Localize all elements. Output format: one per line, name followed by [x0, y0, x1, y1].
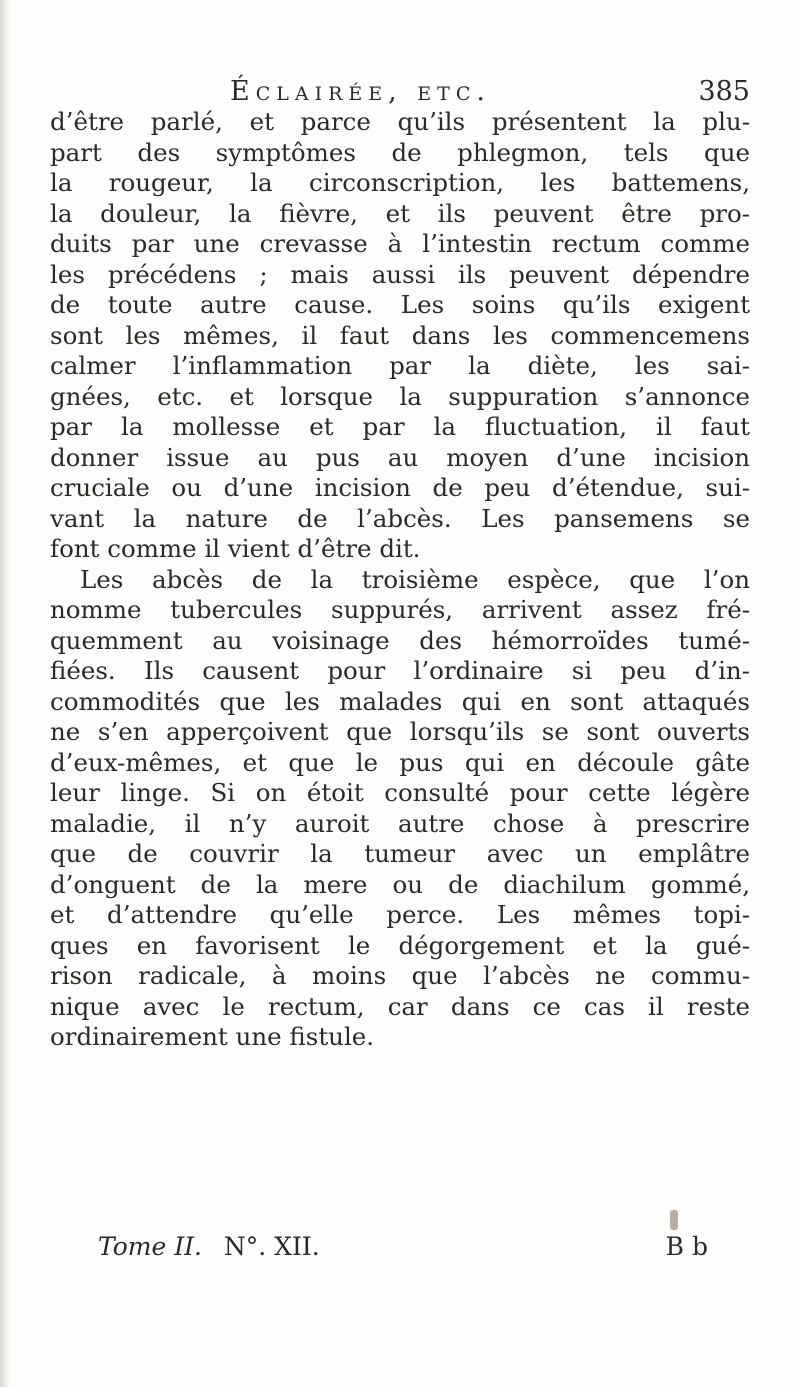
page-binding-edge — [0, 0, 10, 1387]
paragraph-start-line: Les abcès de la troisième espèce, que l’on — [80, 564, 750, 594]
running-head-title: Éclairée, etc. — [230, 76, 491, 107]
text-line: commodités que les malades qui en sont attaqués — [50, 686, 750, 716]
text-line: quemment au voisinage des hémorroïdes tumé- — [50, 625, 750, 655]
text-line: nique avec le rectum, car dans ce cas il reste — [50, 991, 750, 1021]
text-line: leur linge. Si on étoit consulté pour cette légère — [50, 778, 750, 807]
text-line: d’être parlé, et parce qu’ils présentent la plu- — [50, 107, 750, 136]
text-line: part des symptômes de phlegmon, tels que — [50, 137, 750, 167]
running-head — [230, 74, 750, 110]
text-line: calmer l’inflammation par la diète, les sai- — [50, 351, 750, 380]
text-line: donner issue au pus au moyen d’une incision — [50, 442, 750, 472]
paragraph-end-line: ordinairement une fistule. — [50, 1022, 375, 1051]
signature-mark: B b — [665, 1232, 708, 1261]
text-line: rison radicale, à moins que l’abcès ne commu- — [50, 961, 750, 990]
page-number: 385 — [698, 76, 750, 107]
ink-blot — [670, 1210, 678, 1230]
body-text — [50, 107, 750, 1053]
text-line: les précédens ; mais aussi ils peuvent dépendre — [50, 259, 750, 289]
text-line: que de couvrir la tumeur avec un emplâtre — [50, 839, 750, 868]
text-line: ques en favorisent le dégorgement et la gué- — [50, 930, 750, 960]
page-footer — [98, 1230, 708, 1264]
text-line: d’eux-mêmes, et que le pus qui en découle gâte — [50, 747, 750, 777]
text-line: de toute autre cause. Les soins qu’ils exigent — [50, 290, 750, 319]
text-line: la rougeur, la circonscription, les battemens, — [50, 168, 750, 197]
issue-number: N°. XII. — [223, 1232, 320, 1261]
text-line: cruciale ou d’une incision de peu d’étendue, sui- — [50, 473, 750, 502]
text-line: fiées. Ils causent pour l’ordinaire si peu d’in- — [50, 656, 750, 685]
text-line: vant la nature de l’abcès. Les pansemens se — [50, 503, 750, 533]
text-line: duits par une crevasse à l’intestin rectum comme — [50, 229, 750, 258]
paragraph-end-line: font comme il vient d’être dit. — [50, 534, 421, 563]
text-line: la douleur, la fièvre, et ils peuvent être pro- — [50, 198, 750, 228]
text-line: par la mollesse et par la fluctuation, il faut — [50, 412, 750, 441]
text-line: et d’attendre qu’elle perce. Les mêmes topi- — [50, 900, 750, 929]
text-line: nomme tubercules suppurés, arrivent assez fré- — [50, 595, 750, 624]
text-line: sont les mêmes, il faut dans les commencemens — [50, 320, 750, 350]
text-line: maladie, il n’y auroit autre chose à prescrire — [50, 808, 750, 838]
text-line: gnées, etc. et lorsque la suppuration s’annonce — [50, 381, 750, 411]
text-line: ne s’en apperçoivent que lorsqu’ils se sont ouverts — [50, 717, 750, 746]
text-line: d’onguent de la mere ou de diachilum gommé, — [50, 869, 750, 899]
volume-label: Tome II. — [98, 1232, 202, 1261]
